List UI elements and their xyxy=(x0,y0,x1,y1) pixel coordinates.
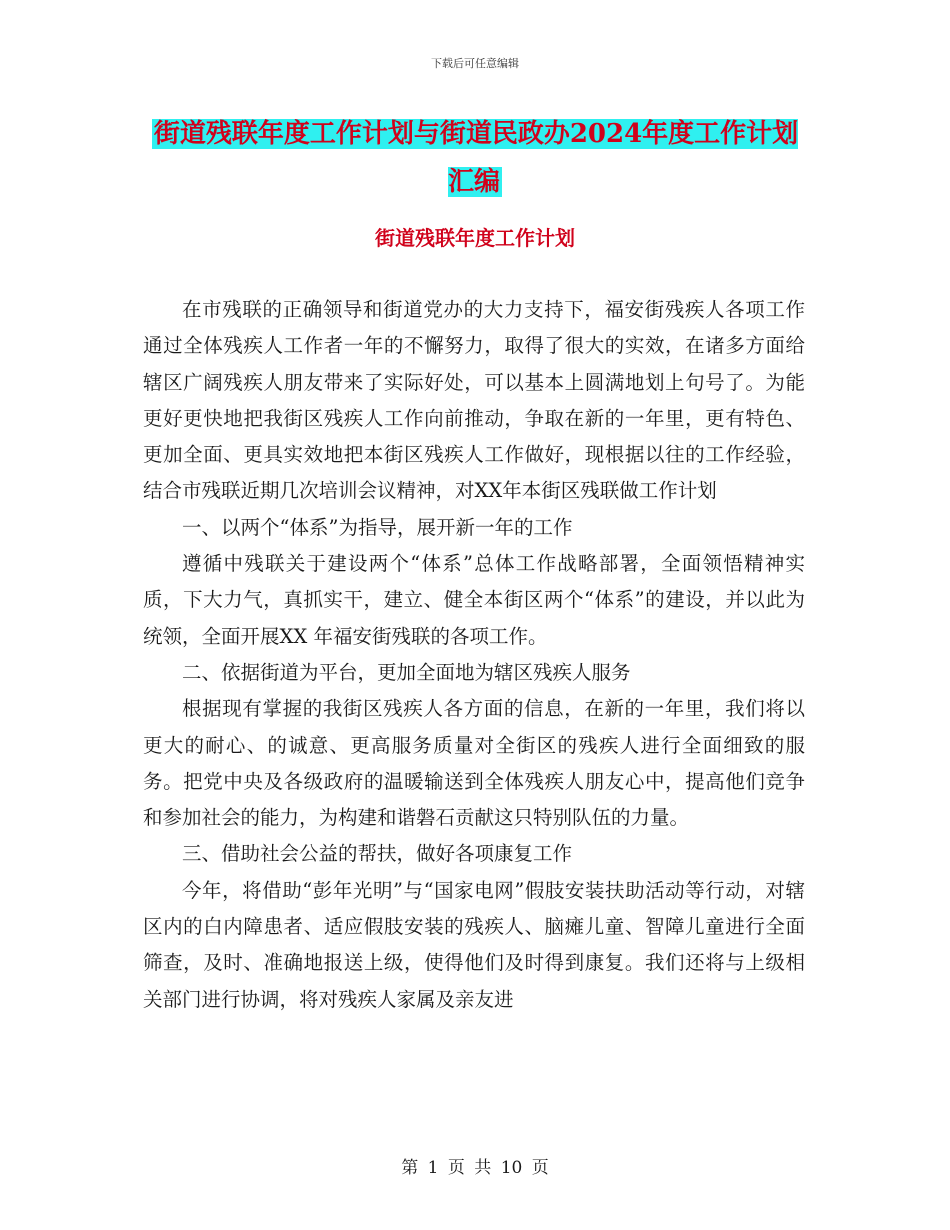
paragraph-heading-2: 二、依据街道为平台，更加全面地为辖区残疾人服务 xyxy=(182,660,631,684)
page-number-footer: 第 1 页 共 10 页 xyxy=(401,1158,549,1178)
document-body xyxy=(143,292,805,1018)
document-title xyxy=(140,110,810,206)
paragraph-body-2: 根据现有掌握的我街区残疾人各方面的信息，在新的一年里，我们将以更大的耐心、的诚意、更高服务质量对全街区的残疾人进行全面细致的服务。把党中央及各级政府的温暖输送到全体残疾人朋友心中，提高他们竞争和参加社会的能力，为构建和谐磐石贡献这只特别队伍的力量。 xyxy=(143,697,805,830)
paragraph-intro: 在市残联的正确领导和街道党办的大力支持下，福安街残疾人各项工作通过全体残疾人工作者一年的不懈努力，取得了很大的实效，在诸多方面给辖区广阔残疾人朋友带来了实际好处，可以基本上圆满地划上句号了。为能更好更快地把我街区残疾人工作向前推动，争取在新的一年里，更有特色、更加全面、更具实效地把本街区残疾人工作做好，现根据以往的工作经验，结合市残联近期几次培训会议精神，对XX年本街区残联做工作计划 xyxy=(143,298,805,503)
document-title-text: 街道残联年度工作计划与街道民政办2024年度工作计划汇编 xyxy=(153,119,799,197)
paragraph-heading-1: 一、以两个“体系”为指导，展开新一年的工作 xyxy=(182,515,573,539)
header-note: 下载后可任意编辑 xyxy=(431,57,519,70)
paragraph-heading-3: 三、借助社会公益的帮扶，做好各项康复工作 xyxy=(182,842,573,866)
paragraph-body-3: 今年，将借助“彭年光明”与“国家电网”假肢安装扶助活动等行动，对辖区内的白内障患者、适应假肢安装的残疾人、脑瘫儿童、智障儿童进行全面筛查，及时、准确地报送上级，使得他们及时得到康复。我们还将与上级相关部门进行协调，将对残疾人家属及亲友进 xyxy=(143,878,805,1011)
paragraph-body-1: 遵循中残联关于建设两个“体系”总体工作战略部署，全面领悟精神实质，下大力气，真抓实干，建立、健全本街区两个“体系”的建设，并以此为统领，全面开展XX 年福安街残联的各项工作。 xyxy=(143,552,805,648)
section-title: 街道残联年度工作计划 xyxy=(375,226,575,250)
